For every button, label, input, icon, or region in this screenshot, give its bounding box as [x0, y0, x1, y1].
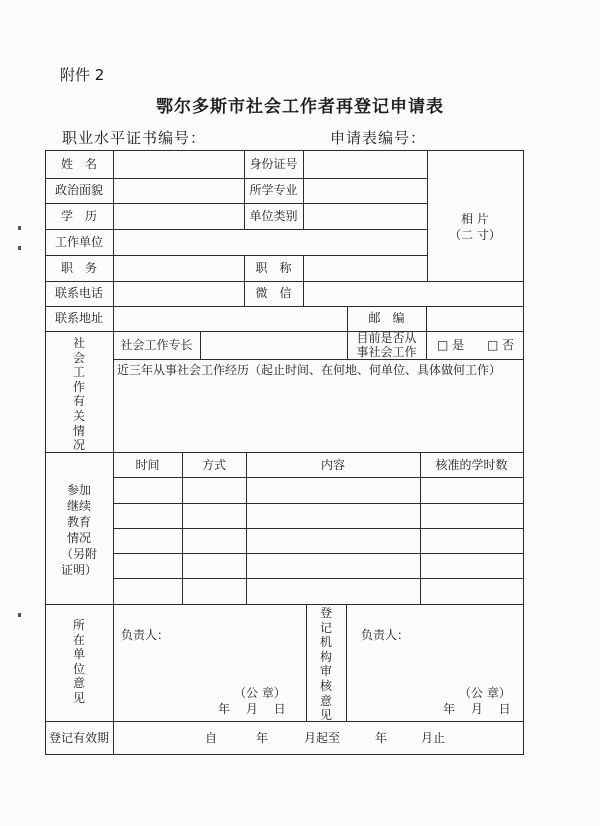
- registry-seal-label: （公 章）: [459, 686, 511, 700]
- label-validity: 登记有效期: [48, 731, 109, 745]
- validity-year-end: 年: [375, 731, 388, 745]
- application-number-label: 申请表编号：: [330, 129, 427, 147]
- label-phone: 联系电话: [54, 286, 103, 300]
- label-address: 联系地址: [54, 311, 103, 325]
- form-title: 鄂尔多斯市社会工作者再登记申请表: [156, 97, 444, 117]
- binding-mark: [18, 226, 21, 230]
- col-method: 方式: [201, 458, 226, 472]
- col-content: 内容: [320, 458, 345, 472]
- validity-month-start: 月起至: [304, 731, 341, 745]
- checkbox-yes[interactable]: □ 是: [437, 338, 465, 352]
- label-name: 姓 名: [60, 157, 97, 171]
- continuing-education-side-label: 参加 继续 教育 情况 （另附 证明）: [60, 483, 97, 577]
- binding-mark: [18, 613, 21, 617]
- checkbox-no[interactable]: □ 否: [487, 338, 515, 352]
- col-time: 时间: [135, 458, 160, 472]
- label-education: 学 历: [60, 209, 97, 223]
- unit-opinion-side-label: 所在单位意见: [72, 618, 85, 705]
- validity-year-start: 年: [256, 731, 269, 745]
- unit-seal-label: （公 章）: [234, 686, 286, 700]
- col-hours: 核准的学时数: [435, 458, 508, 472]
- label-title-rank: 职 称: [255, 261, 292, 275]
- binding-mark: [18, 246, 21, 250]
- label-major: 所学专业: [249, 183, 298, 197]
- work-history-label: 近三年从事社会工作经历（起止时间、在何地、何单位、具体做何工作）: [117, 363, 502, 377]
- validity-month-end: 月止: [421, 731, 446, 745]
- certificate-number-label: 职业水平证书编号：: [62, 129, 207, 147]
- social-work-side-label: 社会工作有关情况: [72, 336, 85, 453]
- label-political-status: 政治面貌: [54, 183, 103, 197]
- attachment-label: 附件 2: [60, 66, 105, 84]
- validity-from: 自: [205, 731, 218, 745]
- photo-placeholder-label: 相 片: [461, 212, 489, 226]
- registry-date-label: 年 月 日: [443, 702, 511, 716]
- label-position: 职 务: [60, 261, 97, 275]
- photo-size-label: （二 寸）: [449, 228, 501, 242]
- registry-opinion-side-label: 登记机构审核意见: [319, 606, 332, 723]
- label-postcode: 邮 编: [368, 311, 405, 325]
- registry-signer-label: 负责人：: [361, 628, 410, 642]
- label-wechat: 微 信: [255, 286, 292, 300]
- label-workplace: 工作单位: [54, 235, 103, 249]
- label-unit-type: 单位类别: [249, 209, 298, 223]
- label-engaged-2: 事社会工作: [356, 345, 417, 359]
- label-id-card: 身份证号: [249, 157, 298, 171]
- unit-signer-label: 负责人：: [121, 628, 170, 642]
- unit-date-label: 年 月 日: [218, 702, 286, 716]
- label-engaged-1: 目前是否从: [356, 331, 417, 345]
- label-specialty: 社会工作专长: [120, 338, 193, 352]
